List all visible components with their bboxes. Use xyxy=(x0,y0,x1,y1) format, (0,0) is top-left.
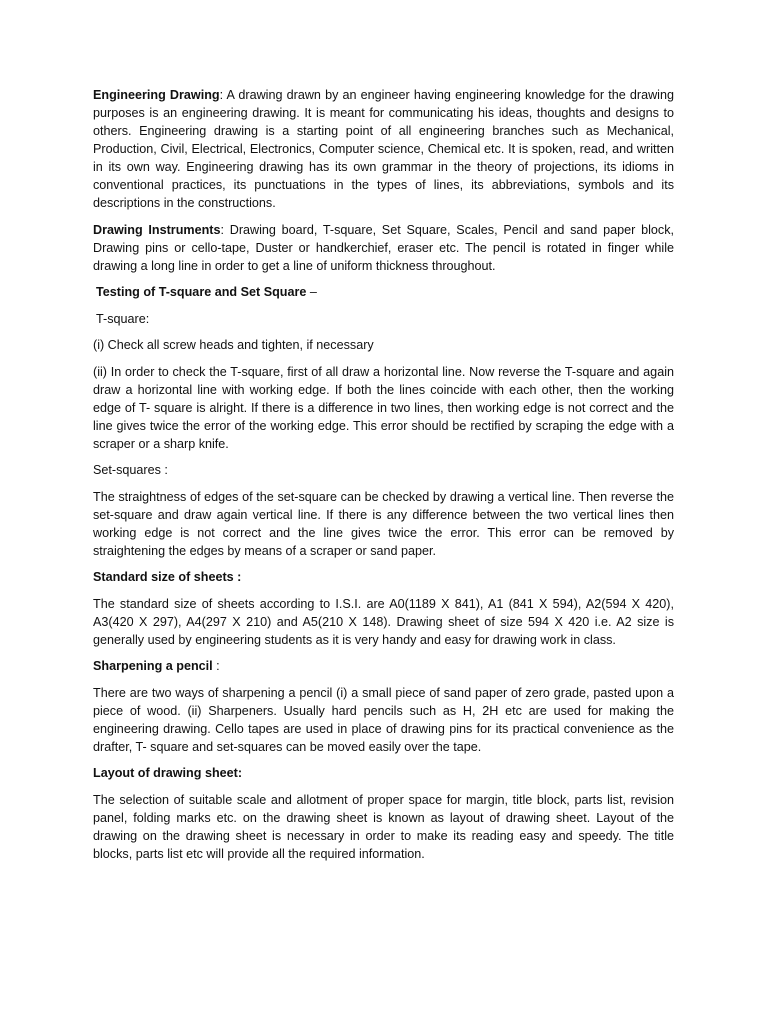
setsquare-label: Set-squares : xyxy=(93,463,168,477)
sheets-heading-line xyxy=(93,568,674,586)
tsquare-label: T-square: xyxy=(96,311,150,326)
layout-paragraph: The selection of suitable scale and allotment of proper space for margin, title block, parts list, revision panel, folding marks etc. on the drawing sheet is known as layout of drawing sheet. Layout of the drawing on the drawing sheet is necessary in order to make its reading easy and speedy. The title blocks, parts list etc will provide all the required information. xyxy=(93,792,674,861)
sheets-paragraph: The standard size of sheets according to I.S.I. are A0(1189 X 841), A1 (841 X 594), A2(594 X 420), A3(420 X 297), A4(297 X 210) and A5(210 X 148). Drawing sheet of size 594 X 420 i.e. A2 size is generally used by engineering students as it is very handy and easy for drawing work in class. xyxy=(93,596,674,647)
setsquare-paragraph: The straightness of edges of the set-square can be checked by drawing a vertical line. Then reverse the set-square and draw again vertical line. If there is any difference between the two vertical lines then working edge is not correct and the line gives twice the error. This error can be removed by straightening the edges by means of a scraper or sand paper. xyxy=(93,489,674,558)
sheets-heading-suffix: : xyxy=(233,570,242,584)
tsquare-step-1: (i) Check all screw heads and tighten, if necessary xyxy=(93,338,374,352)
pencil-paragraph: There are two ways of sharpening a pencil (i) a small piece of sand paper of zero grade, pasted upon a piece of wood. (ii) Sharpeners. Usually hard pencils such as H, 2H etc are used for making the engineering drawing. Cello tapes are used in place of drawing pins for its practical convenience as the drafter, T- square and set-squares can be moved easily over the tape. xyxy=(93,685,674,754)
pencil-heading-line xyxy=(93,657,674,675)
instruments-heading: Drawing Instruments xyxy=(93,222,221,237)
tsquare-step-2: (ii) In order to check the T-square, first of all draw a horizontal line. Now reverse the T-square and again draw a horizontal line with working edge. If both the lines coincide with each other, then the working edge of T- square is alright. If there is a difference in two lines, then working edge is not correct and the line gives twice the error of the working edge. This error should be rectified by scraping the edge with a scraper or a sharp knife. xyxy=(93,364,674,451)
sheets-heading: Standard size of sheets xyxy=(93,570,234,584)
testing-heading-line xyxy=(93,283,674,301)
pencil-heading-suffix: : xyxy=(212,659,220,673)
instruments-paragraph xyxy=(93,221,674,275)
intro-heading: Engineering Drawing xyxy=(93,88,220,102)
document-page xyxy=(93,86,674,871)
testing-heading-suffix: – xyxy=(306,285,317,299)
instruments-text: : Drawing board, T-square, Set Square, Scales, Pencil and sand paper block, Drawing pins or cello-tape, Duster or handkerchief, eraser etc. The pencil is rotated in finger while drawing a long line in order to get a line of uniform thickness throughout. xyxy=(93,222,674,273)
intro-paragraph xyxy=(93,86,674,212)
layout-heading: Layout of drawing sheet: xyxy=(93,766,243,780)
intro-text: : A drawing drawn by an engineer having engineering knowledge for the drawing purposes is an engineering drawing. It is meant for communicating his ideas, thoughts and designs to others. Engineering drawing is a starting point of all engineering branches such as Mechanical, Production, Civil, Electrical, Electronics, Computer science, Chemical etc. It is spoken, read, and written in its own way. Engineering drawing has its own grammar in the theory of projections, its idioms in conventional practices, its punctuations in the types of lines, its abbreviations, symbols and its descriptions in the constructions. xyxy=(93,88,674,210)
pencil-heading: Sharpening a pencil xyxy=(93,659,213,673)
testing-heading: Testing of T-square and Set Square xyxy=(96,285,307,299)
